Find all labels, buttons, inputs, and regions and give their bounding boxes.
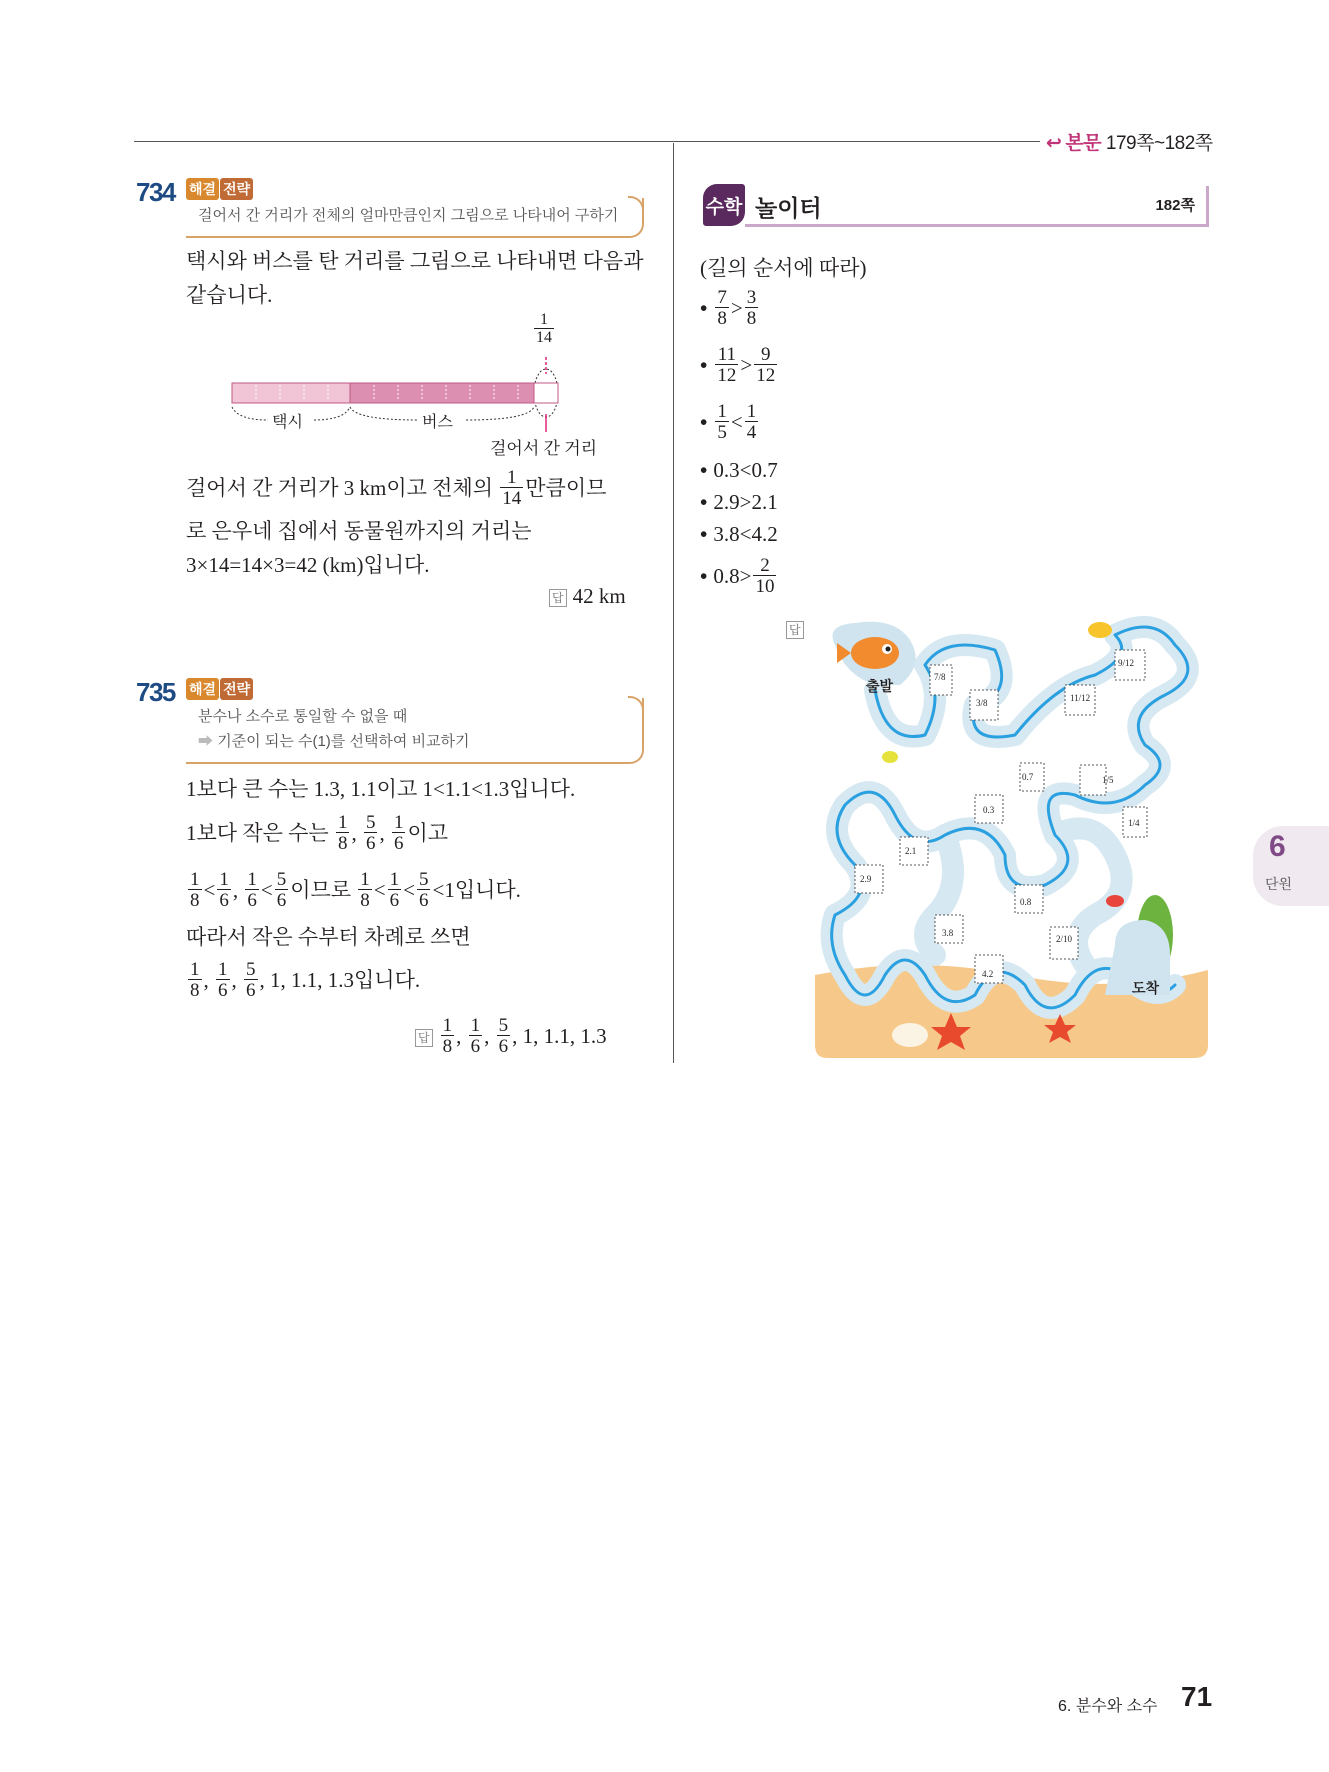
playground-header xyxy=(703,184,1209,226)
strategy-badge: 해결 전략 xyxy=(186,178,253,200)
taxi-label: 택시 xyxy=(272,414,303,431)
strategy-text: 분수나 소수로 통일할 수 없을 때 xyxy=(198,708,408,725)
footer-chapter: 6. 분수와 소수 xyxy=(1058,1698,1158,1715)
maze-cell: 2.9 xyxy=(860,874,872,884)
strategy-text: 걸어서 간 거리가 전체의 얼마만큼인지 그림으로 나타내어 구하기 xyxy=(198,207,619,224)
ref-pages: 179쪽~182쪽 xyxy=(1105,133,1213,154)
paragraph: $\frac{1}{8}$ < $\frac{1}{6}$ , $\frac{1}{6}$ < $\frac{5}{6}$ 이므로 $\frac{1}{8}$ < $\frac{1}{6}$ < $\frac{5}{6}$ <1입니다. xyxy=(190,869,521,911)
answer: 답 $\frac{1}{8}$ , $\frac{1}{6}$ , $\frac{5}{6}$ , 1, 1.1, 1.3 xyxy=(415,1018,607,1058)
maze-cell: 1/5 xyxy=(1102,775,1114,785)
comparison-7: • 0.8> $\frac{2}{10}$ xyxy=(700,555,775,597)
bus-label: 버스 xyxy=(422,414,453,431)
math-icon: 수학 xyxy=(703,184,745,226)
chapter-number: 6 xyxy=(1269,830,1286,863)
answer-mark: 답 xyxy=(786,621,804,639)
comparison-5: • 2.9>2.1 xyxy=(700,490,778,514)
comparison-6: • 3.8<4.2 xyxy=(700,522,778,546)
fraction: $\frac{1}{14}$ xyxy=(502,467,522,509)
comparison-1: • $\frac{7}{8}$ > $\frac{3}{8}$ xyxy=(700,287,757,329)
maze-cell: 0.8 xyxy=(1020,897,1032,907)
strategy-box xyxy=(186,198,644,238)
strategy-box xyxy=(186,698,644,764)
strategy-badge: 해결 전략 xyxy=(186,678,253,700)
arrow-icon: ➡ xyxy=(198,733,214,750)
maze-cell: 11/12 xyxy=(1070,693,1091,703)
maze-cell: 3/8 xyxy=(976,698,988,708)
maze-cell: 0.3 xyxy=(983,805,995,815)
chapter-tab xyxy=(1253,826,1329,906)
page-number: 71 xyxy=(1181,1681,1213,1712)
maze-cell: 3.8 xyxy=(942,928,954,938)
problem-number: 734 xyxy=(136,177,175,207)
walk-label: 걸어서 간 거리 xyxy=(490,439,598,458)
playground-title: 놀이터 xyxy=(755,195,822,221)
paragraph: $\frac{1}{8}$ , $\frac{1}{6}$ , $\frac{5}{6}$ , 1, 1.1, 1.3입니다. xyxy=(190,959,421,1001)
chapter-unit: 단원 xyxy=(1265,876,1293,892)
answer xyxy=(786,616,810,641)
problem-number: 735 xyxy=(136,677,175,707)
page-reference xyxy=(1040,128,1213,155)
intro-text: (길의 순서에 따라) xyxy=(700,256,867,280)
answer-mark: 답 xyxy=(549,589,567,607)
column-divider xyxy=(673,143,674,1063)
comparison-4: • 0.3<0.7 xyxy=(700,458,778,482)
diagram-fraction: $\frac{1}{14}$ xyxy=(536,311,552,346)
maze-start-label: 출발 xyxy=(866,678,894,694)
paragraph: 택시와 버스를 탄 거리를 그림으로 나타내면 다음과 같습니다. xyxy=(186,249,644,307)
paragraph: 1보다 작은 수는 $\frac{1}{8}$ , $\frac{5}{6}$ , $\frac{1}{6}$ 이고 xyxy=(186,812,449,854)
maze-cell: 1/4 xyxy=(1128,818,1140,828)
ref-label: 본문 xyxy=(1065,133,1102,154)
return-arrow-icon: ↩ xyxy=(1046,133,1062,154)
paragraph: 걸어서 간 거리가 3 km이고 전체의 $\frac{1}{14}$ 만큼이므 로 은우네 집에서 동물원까지의 거리는 3×14=14×3=42 (km)입니다. xyxy=(186,467,607,577)
maze-cell: 4.2 xyxy=(982,969,994,979)
comparison-3: • $\frac{1}{5}$ < $\frac{1}{4}$ xyxy=(700,401,757,443)
strategy-text: ➡ 기준이 되는 수(1)를 선택하여 비교하기 xyxy=(198,733,470,750)
maze-cell: 2.1 xyxy=(905,846,917,856)
distance-bar-diagram xyxy=(228,352,568,447)
maze-cell: 0.7 xyxy=(1022,772,1034,782)
maze-end-label: 도착 xyxy=(1132,980,1160,996)
maze-cell: 7/8 xyxy=(934,672,946,682)
playground-page: 182쪽 xyxy=(1155,197,1195,214)
comparison-2: • $\frac{11}{12}$ > $\frac{9}{12}$ xyxy=(700,344,776,386)
maze-cell: 9/12 xyxy=(1118,658,1135,668)
maze-cell: 2/10 xyxy=(1056,934,1073,944)
paragraph: 1보다 큰 수는 1.3, 1.1이고 1<1.1<1.3입니다. xyxy=(186,777,576,801)
paragraph: 따라서 작은 수부터 차례로 쓰면 xyxy=(186,925,471,949)
answer-mark: 답 xyxy=(415,1029,433,1047)
answer: 답 42 km xyxy=(549,584,626,609)
